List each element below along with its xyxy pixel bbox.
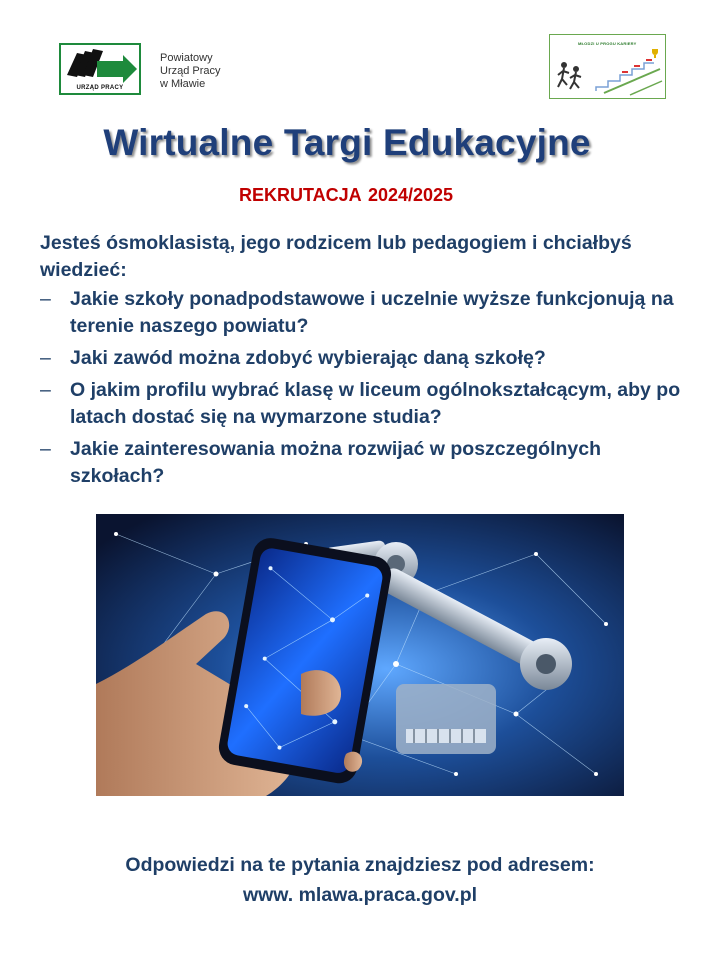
question-text: Jaki zawód można zdobyć wybierając daną szkołę? (70, 347, 546, 369)
organization-name (160, 52, 221, 91)
org-name-line-3: w Mławie (160, 78, 206, 90)
question-text: O jakim profilu wybrać klasę w liceum ogólnokształcącym, aby po latach dostać się na wymarzone studia? (70, 379, 681, 428)
org-name-line-2: Urząd Pracy (160, 65, 221, 77)
recruitment-subtitle: REKRUTACJA 2024/2025 (238, 185, 454, 205)
questions-list (40, 286, 700, 495)
career-program-logo (549, 34, 666, 99)
question-text: Jakie szkoły ponadpodstawowe i uczelnie wyższe funkcjonują na terenie naszego powiatu? (70, 288, 674, 337)
urzad-pracy-logo (59, 43, 141, 95)
dash-bullet: – (40, 347, 51, 369)
question-item (40, 436, 700, 490)
dash-bullet: – (40, 379, 51, 401)
question-item (40, 286, 700, 340)
footer-text: Odpowiedzi na te pytania znajdziesz pod adresem: (125, 854, 595, 876)
question-item (40, 377, 700, 431)
career-stairs-icon (550, 35, 665, 98)
career-logo-caption: MŁODZI U PROGU KARIERY (578, 41, 637, 46)
question-item (40, 345, 700, 372)
question-text: Jakie zainteresowania można rozwijać w poszczególnych szkołach? (70, 438, 602, 487)
intro-text: Jesteś ósmoklasistą, jego rodzicem lub pedagogiem i chciałbyś wiedzieć: (40, 232, 632, 281)
technology-hero-image (96, 514, 624, 796)
dash-bullet: – (40, 438, 51, 460)
hand-phone-robot-illustration (96, 514, 624, 796)
logo-caption: URZĄD PRACY (76, 85, 124, 91)
footer-info (0, 850, 720, 910)
dash-bullet: – (40, 288, 51, 310)
website-address: www. mlawa.praca.gov.pl (242, 884, 478, 906)
org-name-line-1: Powiatowy (160, 52, 213, 64)
page-title: Wirtualne Targi Edukacyjne (103, 122, 591, 163)
